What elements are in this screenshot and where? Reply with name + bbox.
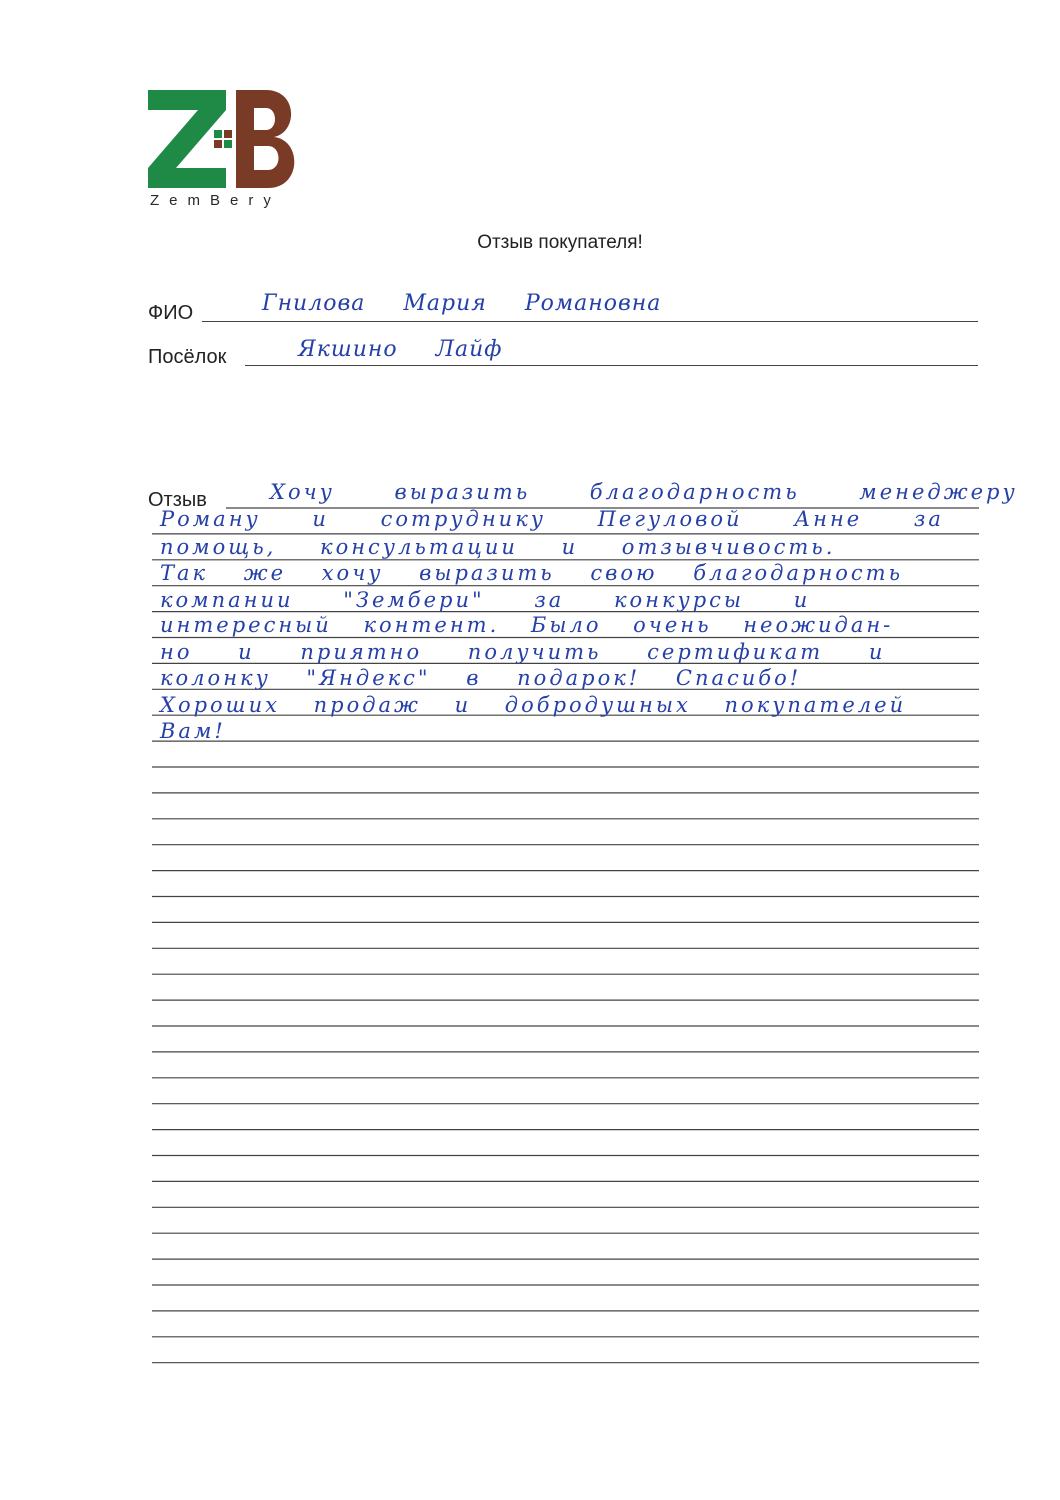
review-line-6: интересный контент. Было очень неожидан- <box>160 613 894 637</box>
village-label: Посёлок <box>148 346 227 368</box>
review-line-3: помощь, консультации и отзывчивость. <box>160 535 836 559</box>
form-title: Отзыв покупателя! <box>477 232 643 253</box>
village-value[interactable]: Якшино Лайф <box>298 337 503 362</box>
review-line-7: но и приятно получить сертификат и <box>160 640 886 664</box>
brand-name: ZemBery <box>150 192 281 209</box>
fio-value[interactable]: Гнилова Мария Романовна <box>262 291 662 316</box>
review-label: Отзыв <box>148 489 207 511</box>
review-line-9: Хороших продаж и добродушных покупателей <box>160 693 907 717</box>
review-line-8: колонку "Яндекс" в подарок! Спасибо! <box>160 666 802 690</box>
review-line-2: Роману и сотруднику Пегуловой Анне за <box>160 507 944 531</box>
review-line-5: компании "Зембери" за конкурсы и <box>160 588 811 612</box>
review-line-10: Вам! <box>160 719 226 743</box>
review-line-1: Хочу выразить благодарность менеджеру <box>270 480 1018 504</box>
review-line-4: Так же хочу выразить свою благодарность <box>160 561 904 585</box>
fio-label: ФИО <box>148 302 194 324</box>
